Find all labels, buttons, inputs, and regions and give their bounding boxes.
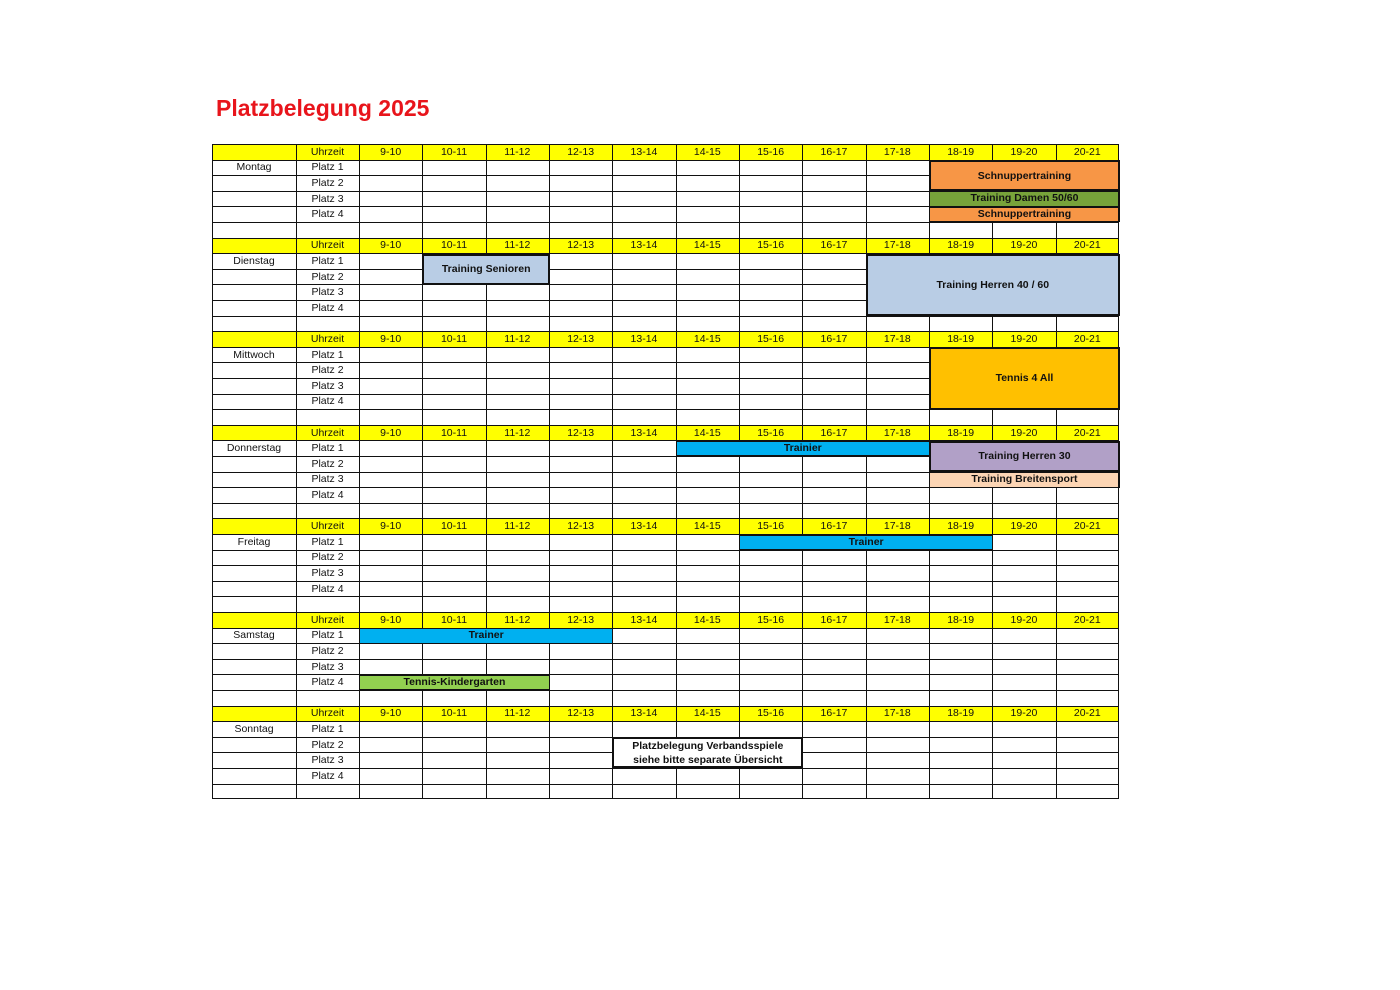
booking-label: Schnuppertraining [977, 207, 1072, 220]
time-slot-label: 20-21 [1073, 613, 1101, 626]
booking-label: Tennis-Kindergarten [403, 675, 506, 688]
grid-line-horizontal [212, 706, 1119, 707]
court-label: Platz 4 [311, 488, 344, 501]
grid-line-vertical [802, 144, 803, 799]
booking-block[interactable] [929, 347, 1120, 409]
grid-line-horizontal [212, 628, 1119, 629]
grid-line-vertical [549, 144, 550, 799]
time-slot-label: 12-13 [567, 707, 595, 720]
time-slot-label: 11-12 [504, 613, 531, 626]
time-slot-label: 9-10 [380, 707, 402, 720]
booking-label: Training Damen 50/60 [970, 192, 1079, 205]
court-label: Platz 2 [311, 364, 344, 377]
grid-line-horizontal [212, 643, 1119, 644]
header-label-uhrzeit: Uhrzeit [310, 613, 345, 626]
grid-line-horizontal [212, 331, 1119, 332]
court-label: Platz 3 [311, 192, 344, 205]
time-slot-label: 17-18 [883, 707, 911, 720]
time-slot-label: 16-17 [820, 332, 848, 345]
grid-line-horizontal [212, 503, 1119, 504]
grid-line-vertical [739, 144, 740, 799]
court-label: Platz 1 [311, 722, 344, 735]
time-slot-label: 20-21 [1073, 145, 1101, 158]
time-slot-label: 19-20 [1010, 332, 1038, 345]
grid-line-vertical [422, 144, 423, 799]
court-label: Platz 4 [311, 395, 344, 408]
booking-block[interactable] [929, 472, 1120, 488]
time-slot-label: 17-18 [883, 613, 911, 626]
court-label: Platz 2 [311, 270, 344, 283]
booking-note-line: siehe bitte separate Übersicht [633, 753, 783, 766]
time-slot-label: 11-12 [504, 332, 531, 345]
header-label-uhrzeit: Uhrzeit [310, 520, 345, 533]
grid-line-horizontal [212, 565, 1119, 566]
booking-block[interactable] [739, 535, 993, 551]
booking-label: Schnuppertraining [977, 169, 1072, 182]
grid-line-vertical [296, 144, 297, 799]
time-slot-label: 20-21 [1073, 239, 1101, 252]
time-slot-label: 12-13 [567, 145, 595, 158]
time-slot-label: 15-16 [757, 332, 785, 345]
time-slot-label: 9-10 [380, 239, 402, 252]
booking-label: Training Senioren [441, 263, 531, 276]
time-slot-label: 16-17 [820, 613, 848, 626]
time-slot-label: 12-13 [567, 239, 595, 252]
booking-label: Trainier [783, 441, 822, 454]
grid-line-vertical [676, 144, 677, 799]
booking-block[interactable] [359, 628, 613, 644]
header-label-uhrzeit: Uhrzeit [310, 426, 345, 439]
grid-line-horizontal [212, 674, 1119, 675]
booking-block[interactable] [422, 254, 550, 285]
time-slot-label: 18-19 [947, 239, 975, 252]
time-slot-label: 14-15 [693, 145, 721, 158]
day-name: Samstag [233, 629, 275, 642]
time-slot-label: 11-12 [504, 239, 531, 252]
time-slot-label: 9-10 [380, 426, 402, 439]
time-slot-label: 18-19 [947, 520, 975, 533]
time-slot-label: 13-14 [630, 332, 658, 345]
time-slot-label: 19-20 [1010, 426, 1038, 439]
time-slot-label: 15-16 [757, 613, 785, 626]
time-slot-label: 19-20 [1010, 520, 1038, 533]
time-slot-label: 9-10 [380, 613, 402, 626]
day-name: Montag [236, 161, 272, 174]
day-name: Sonntag [234, 722, 274, 735]
court-label: Platz 3 [311, 286, 344, 299]
booking-block[interactable] [929, 160, 1120, 191]
booking-block[interactable] [929, 207, 1120, 223]
time-slot-label: 17-18 [883, 426, 911, 439]
time-slot-label: 12-13 [567, 520, 595, 533]
time-slot-label: 20-21 [1073, 520, 1101, 533]
day-name: Mittwoch [233, 348, 275, 361]
time-slot-label: 11-12 [504, 707, 531, 720]
court-label: Platz 1 [311, 629, 344, 642]
booking-label: Training Breitensport [971, 473, 1078, 486]
time-slot-label: 19-20 [1010, 707, 1038, 720]
grid-line-horizontal [212, 659, 1119, 660]
court-label: Platz 3 [311, 566, 344, 579]
court-label: Platz 1 [311, 348, 344, 361]
time-slot-label: 18-19 [947, 613, 975, 626]
grid-line-vertical [612, 144, 613, 799]
time-slot-label: 13-14 [630, 613, 658, 626]
time-slot-label: 14-15 [693, 239, 721, 252]
time-slot-label: 20-21 [1073, 332, 1101, 345]
time-slot-label: 12-13 [567, 613, 595, 626]
booking-block[interactable] [929, 191, 1120, 207]
time-slot-label: 18-19 [947, 145, 975, 158]
header-label-uhrzeit: Uhrzeit [310, 707, 345, 720]
schedule-grid [212, 144, 1119, 799]
time-slot-label: 16-17 [820, 239, 848, 252]
time-slot-label: 18-19 [947, 707, 975, 720]
page-title: Platzbelegung 2025 [216, 95, 430, 121]
day-name: Donnerstag [226, 442, 282, 455]
court-label: Platz 4 [311, 301, 344, 314]
booking-block[interactable] [676, 441, 930, 457]
booking-label: Training Herren 30 [978, 450, 1071, 463]
grid-line-horizontal [212, 784, 1119, 785]
time-slot-label: 18-19 [947, 426, 975, 439]
time-slot-label: 15-16 [757, 145, 785, 158]
grid-line-horizontal [212, 721, 1119, 722]
time-slot-label: 17-18 [883, 145, 911, 158]
header-label-uhrzeit: Uhrzeit [310, 332, 345, 345]
court-label: Platz 2 [311, 644, 344, 657]
court-label: Platz 2 [311, 176, 344, 189]
grid-line-vertical [486, 144, 487, 799]
time-slot-label: 11-12 [504, 520, 531, 533]
court-label: Platz 4 [311, 582, 344, 595]
booking-label: Trainer [468, 629, 504, 642]
header-label-uhrzeit: Uhrzeit [310, 145, 345, 158]
time-slot-label: 19-20 [1010, 145, 1038, 158]
time-slot-label: 9-10 [380, 145, 402, 158]
grid-line-horizontal [212, 612, 1119, 613]
time-slot-label: 15-16 [757, 426, 785, 439]
time-slot-label: 10-11 [440, 426, 468, 439]
time-slot-label: 15-16 [757, 707, 785, 720]
time-slot-label: 18-19 [947, 332, 975, 345]
court-label: Platz 2 [311, 738, 344, 751]
time-slot-label: 17-18 [883, 332, 911, 345]
time-slot-label: 13-14 [630, 520, 658, 533]
court-label: Platz 3 [311, 473, 344, 486]
time-slot-label: 15-16 [757, 239, 785, 252]
time-slot-label: 14-15 [693, 707, 721, 720]
court-label: Platz 2 [311, 551, 344, 564]
time-slot-label: 10-11 [440, 145, 468, 158]
time-slot-label: 11-12 [504, 426, 531, 439]
time-slot-label: 14-15 [693, 332, 721, 345]
court-label: Platz 4 [311, 769, 344, 782]
grid-line-horizontal [212, 596, 1119, 597]
time-slot-label: 9-10 [380, 520, 402, 533]
booking-block[interactable] [866, 254, 1120, 316]
court-label: Platz 1 [311, 161, 344, 174]
time-slot-label: 10-11 [440, 613, 468, 626]
day-name: Dienstag [233, 254, 275, 267]
court-label: Platz 3 [311, 379, 344, 392]
time-slot-label: 14-15 [693, 613, 721, 626]
time-slot-label: 15-16 [757, 520, 785, 533]
grid-line-horizontal [212, 238, 1119, 239]
court-label: Platz 1 [311, 254, 344, 267]
time-slot-label: 16-17 [820, 426, 848, 439]
grid-line-horizontal [212, 581, 1119, 582]
booking-block[interactable] [929, 441, 1120, 472]
time-slot-label: 9-10 [380, 332, 402, 345]
court-label: Platz 3 [311, 660, 344, 673]
booking-label: Tennis 4 All [995, 372, 1054, 385]
time-slot-label: 17-18 [883, 520, 911, 533]
time-slot-label: 13-14 [630, 239, 658, 252]
time-slot-label: 14-15 [693, 426, 721, 439]
court-label: Platz 4 [311, 676, 344, 689]
grid-line-vertical [359, 144, 360, 799]
booking-label: Trainer [848, 535, 884, 548]
grid-line-vertical [866, 144, 867, 799]
booking-label: Training Herren 40 / 60 [936, 278, 1050, 291]
time-slot-label: 19-20 [1010, 239, 1038, 252]
time-slot-label: 13-14 [630, 145, 658, 158]
time-slot-label: 16-17 [820, 520, 848, 533]
time-slot-label: 12-13 [567, 426, 595, 439]
court-label: Platz 3 [311, 754, 344, 767]
court-label: Platz 2 [311, 457, 344, 470]
time-slot-label: 20-21 [1073, 707, 1101, 720]
time-slot-label: 10-11 [440, 707, 468, 720]
time-slot-label: 19-20 [1010, 613, 1038, 626]
booking-note-line: Platzbelegung Verbandsspiele [632, 739, 784, 752]
booking-block[interactable] [359, 675, 550, 691]
time-slot-label: 13-14 [630, 426, 658, 439]
court-label: Platz 1 [311, 442, 344, 455]
time-slot-label: 20-21 [1073, 426, 1101, 439]
header-label-uhrzeit: Uhrzeit [310, 239, 345, 252]
time-slot-label: 12-13 [567, 332, 595, 345]
time-slot-label: 16-17 [820, 145, 848, 158]
day-name: Freitag [237, 535, 271, 548]
time-slot-label: 17-18 [883, 239, 911, 252]
booking-block[interactable] [612, 737, 803, 768]
grid-line-horizontal [212, 425, 1119, 426]
time-slot-label: 16-17 [820, 707, 848, 720]
grid-line-horizontal [212, 518, 1119, 519]
time-slot-label: 10-11 [440, 332, 468, 345]
time-slot-label: 13-14 [630, 707, 658, 720]
time-slot-label: 14-15 [693, 520, 721, 533]
court-label: Platz 4 [311, 208, 344, 221]
court-label: Platz 1 [311, 535, 344, 548]
time-slot-label: 11-12 [504, 145, 531, 158]
time-slot-label: 10-11 [440, 520, 468, 533]
time-slot-label: 10-11 [440, 239, 468, 252]
grid-line-horizontal [212, 690, 1119, 691]
